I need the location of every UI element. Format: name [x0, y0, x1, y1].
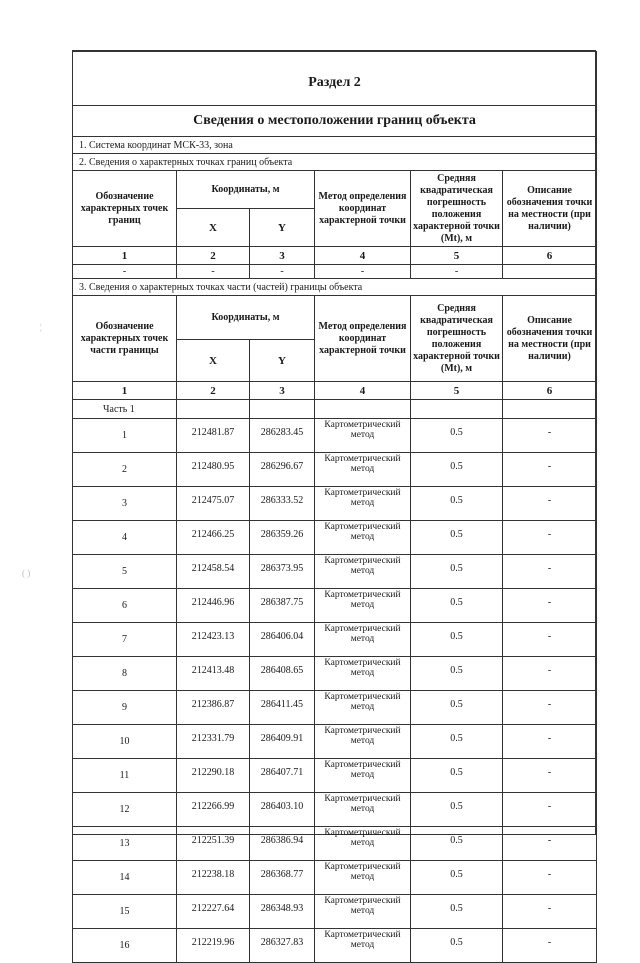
description: -: [503, 623, 597, 657]
document-page: [72, 50, 596, 951]
col-number: 6: [503, 382, 597, 400]
point-number: 1: [73, 419, 177, 453]
header-accuracy: Средняя квадратическая погрешность положения характерной точки (Mt), м: [411, 171, 503, 247]
accuracy: 0.5: [411, 725, 503, 759]
table-row: [73, 657, 597, 691]
coord-y: 286368.77: [250, 861, 315, 895]
accuracy: 0.5: [411, 827, 503, 861]
point-number: 6: [73, 589, 177, 623]
col-number: 4: [315, 382, 411, 400]
coord-x: 212458.54: [177, 555, 250, 589]
accuracy: 0.5: [411, 793, 503, 827]
description: -: [503, 691, 597, 725]
accuracy: 0.5: [411, 657, 503, 691]
coord-x: 212290.18: [177, 759, 250, 793]
accuracy: 0.5: [411, 453, 503, 487]
accuracy: 0.5: [411, 691, 503, 725]
description: -: [503, 759, 597, 793]
method: Картометрический метод: [315, 861, 411, 895]
coord-x: 212466.25: [177, 521, 250, 555]
col-number: 1: [73, 382, 177, 400]
header-description: Описание обозначения точки на местности (при наличии): [503, 171, 597, 247]
coord-y: 286387.75: [250, 589, 315, 623]
table-row: [73, 521, 597, 555]
coord-y: 286407.71: [250, 759, 315, 793]
point-number: 15: [73, 895, 177, 929]
point-number: 2: [73, 453, 177, 487]
col-number: 4: [315, 247, 411, 265]
method: Картометрический метод: [315, 691, 411, 725]
method: Картометрический метод: [315, 453, 411, 487]
point-number: 5: [73, 555, 177, 589]
description: -: [503, 487, 597, 521]
table-row: [73, 895, 597, 929]
boundary-table: [72, 51, 597, 963]
block2-title: 2. Сведения о характерных точках границ объекта: [73, 154, 597, 171]
point-number: 4: [73, 521, 177, 555]
header-designation: Обозначение характерных точек части границы: [73, 296, 177, 382]
point-number: 8: [73, 657, 177, 691]
table-row: [73, 453, 597, 487]
scan-mark: ( ): [22, 568, 31, 578]
scan-mark: ¦: [40, 322, 42, 332]
point-number: 16: [73, 929, 177, 963]
coord-y: 286296.67: [250, 453, 315, 487]
description: -: [503, 453, 597, 487]
method: Картометрический метод: [315, 487, 411, 521]
col-number: 2: [177, 382, 250, 400]
coord-x: 212227.64: [177, 895, 250, 929]
header-x: X: [177, 340, 250, 382]
col-number: 1: [73, 247, 177, 265]
col-number: 5: [411, 247, 503, 265]
block3-title: 3. Сведения о характерных точках части (частей) границы объекта: [73, 279, 597, 296]
accuracy: 0.5: [411, 589, 503, 623]
empty-cell: -: [315, 265, 411, 279]
header-method: Метод определения координат характерной точки: [315, 296, 411, 382]
empty-cell: -: [73, 265, 177, 279]
coord-y: 286409.91: [250, 725, 315, 759]
method: Картометрический метод: [315, 759, 411, 793]
table-row: [73, 487, 597, 521]
method: Картометрический метод: [315, 827, 411, 861]
header-y: Y: [250, 340, 315, 382]
table-row: [73, 691, 597, 725]
table-row: [73, 861, 597, 895]
empty-cell: [250, 400, 315, 419]
method: Картометрический метод: [315, 555, 411, 589]
point-number: 11: [73, 759, 177, 793]
empty-cell: [503, 400, 597, 419]
coord-x: 212266.99: [177, 793, 250, 827]
coord-x: 212446.96: [177, 589, 250, 623]
point-number: 3: [73, 487, 177, 521]
coord-x: 212481.87: [177, 419, 250, 453]
point-number: 14: [73, 861, 177, 895]
method: Картометрический метод: [315, 793, 411, 827]
method: Картометрический метод: [315, 657, 411, 691]
description: -: [503, 793, 597, 827]
description: -: [503, 725, 597, 759]
table-row: [73, 793, 597, 827]
section-title: Раздел 2: [73, 52, 597, 106]
accuracy: 0.5: [411, 895, 503, 929]
header-accuracy: Средняя квадратическая погрешность положения характерной точки (Mt), м: [411, 296, 503, 382]
empty-cell: [503, 265, 597, 279]
method: Картометрический метод: [315, 929, 411, 963]
header-description: Описание обозначения точки на местности (при наличии): [503, 296, 597, 382]
method: Картометрический метод: [315, 521, 411, 555]
description: -: [503, 589, 597, 623]
coord-x: 212423.13: [177, 623, 250, 657]
header-method: Метод определения координат характерной точки: [315, 171, 411, 247]
table-row: [73, 759, 597, 793]
coord-system-line: 1. Система координат МСК-33, зона: [73, 137, 597, 154]
coord-y: 286333.52: [250, 487, 315, 521]
part-label: Часть 1: [73, 400, 177, 419]
description: -: [503, 861, 597, 895]
col-number: 5: [411, 382, 503, 400]
description: -: [503, 521, 597, 555]
accuracy: 0.5: [411, 487, 503, 521]
method: Картометрический метод: [315, 725, 411, 759]
description: -: [503, 657, 597, 691]
col-number: 6: [503, 247, 597, 265]
coord-x: 212413.48: [177, 657, 250, 691]
coord-x: 212480.95: [177, 453, 250, 487]
coord-x: 212238.18: [177, 861, 250, 895]
coord-y: 286373.95: [250, 555, 315, 589]
coord-x: 212475.07: [177, 487, 250, 521]
table-row: [73, 419, 597, 453]
accuracy: 0.5: [411, 929, 503, 963]
table-row: [73, 725, 597, 759]
empty-cell: [411, 400, 503, 419]
point-number: 10: [73, 725, 177, 759]
table-row: [73, 589, 597, 623]
empty-cell: -: [177, 265, 250, 279]
description: -: [503, 827, 597, 861]
point-number: 7: [73, 623, 177, 657]
accuracy: 0.5: [411, 861, 503, 895]
coord-x: 212219.96: [177, 929, 250, 963]
accuracy: 0.5: [411, 419, 503, 453]
method: Картометрический метод: [315, 419, 411, 453]
header-x: X: [177, 209, 250, 247]
header-designation: Обозначение характерных точек границ: [73, 171, 177, 247]
coord-y: 286406.04: [250, 623, 315, 657]
empty-cell: -: [250, 265, 315, 279]
description: -: [503, 419, 597, 453]
empty-cell: [177, 400, 250, 419]
point-number: 9: [73, 691, 177, 725]
coord-y: 286386.94: [250, 827, 315, 861]
description: -: [503, 929, 597, 963]
table-row: [73, 827, 597, 861]
method: Картометрический метод: [315, 895, 411, 929]
accuracy: 0.5: [411, 521, 503, 555]
coord-y: 286348.93: [250, 895, 315, 929]
accuracy: 0.5: [411, 759, 503, 793]
description: -: [503, 895, 597, 929]
accuracy: 0.5: [411, 623, 503, 657]
method: Картометрический метод: [315, 623, 411, 657]
header-y: Y: [250, 209, 315, 247]
col-number: 2: [177, 247, 250, 265]
section-subtitle: Сведения о местоположении границ объекта: [73, 106, 597, 137]
coord-x: 212251.39: [177, 827, 250, 861]
coord-y: 286408.65: [250, 657, 315, 691]
description: -: [503, 555, 597, 589]
coord-y: 286403.10: [250, 793, 315, 827]
coord-y: 286327.83: [250, 929, 315, 963]
coord-x: 212331.79: [177, 725, 250, 759]
method: Картометрический метод: [315, 589, 411, 623]
header-coords: Координаты, м: [177, 296, 315, 340]
coord-y: 286283.45: [250, 419, 315, 453]
coord-y: 286411.45: [250, 691, 315, 725]
header-coords: Координаты, м: [177, 171, 315, 209]
coord-y: 286359.26: [250, 521, 315, 555]
accuracy: 0.5: [411, 555, 503, 589]
empty-cell: [315, 400, 411, 419]
empty-cell: -: [411, 265, 503, 279]
table-row: [73, 623, 597, 657]
point-number: 12: [73, 793, 177, 827]
coord-x: 212386.87: [177, 691, 250, 725]
col-number: 3: [250, 382, 315, 400]
point-number: 13: [73, 827, 177, 861]
col-number: 3: [250, 247, 315, 265]
table-row: [73, 929, 597, 963]
table-row: [73, 555, 597, 589]
